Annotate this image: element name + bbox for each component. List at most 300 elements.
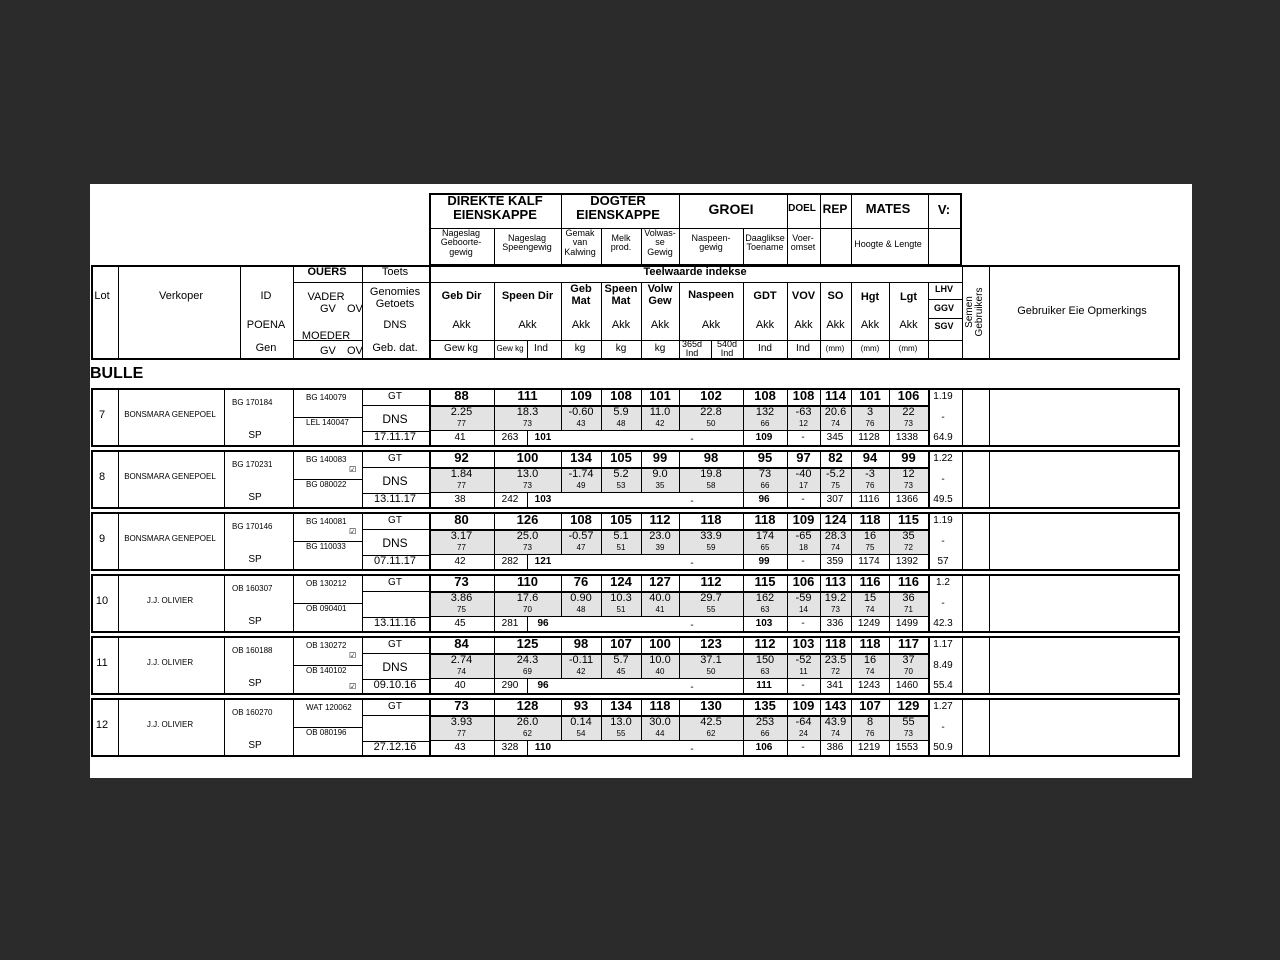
ebv-index: 115 bbox=[898, 512, 919, 527]
column-line bbox=[641, 388, 642, 430]
akk-label: Akk bbox=[611, 319, 631, 331]
ebv-index: 118 bbox=[754, 512, 776, 527]
ebv-index: 118 bbox=[859, 636, 881, 651]
ebv-accuracy: 41 bbox=[655, 605, 665, 614]
column-line bbox=[494, 574, 495, 616]
column-line bbox=[527, 430, 528, 447]
sgv-value: 57 bbox=[937, 556, 949, 567]
ebv-value: 17.6 bbox=[516, 592, 539, 604]
column-line bbox=[561, 698, 562, 740]
lot-number: 11 bbox=[96, 657, 108, 669]
column-line bbox=[429, 698, 431, 757]
ebv-accuracy: 73 bbox=[904, 729, 913, 738]
ebv-value: 3.17 bbox=[450, 530, 473, 542]
unit-label: Ind bbox=[534, 343, 548, 354]
rule-line bbox=[429, 653, 928, 655]
sub-header-melk-prod: Melk prod. bbox=[610, 233, 632, 253]
column-line bbox=[989, 698, 990, 757]
wean-weight-kg: 282 bbox=[501, 556, 519, 567]
column-line bbox=[494, 698, 495, 740]
ebv-accuracy: 74 bbox=[457, 667, 466, 676]
column-line bbox=[679, 698, 680, 740]
ebv-value: 5.2 bbox=[613, 468, 629, 480]
column-line bbox=[889, 554, 890, 571]
birth-weight-kg: 41 bbox=[454, 432, 466, 443]
ebv-accuracy: 66 bbox=[760, 481, 770, 490]
scrotal-value: 359 bbox=[826, 556, 844, 567]
ebv-accuracy: 73 bbox=[523, 481, 532, 490]
column-line bbox=[743, 228, 744, 266]
ebv-value: 150 bbox=[755, 654, 775, 666]
unit-label: Gew kg bbox=[444, 343, 478, 354]
column-line bbox=[527, 554, 528, 571]
column-line bbox=[118, 266, 119, 360]
ebv-value: 33.9 bbox=[700, 530, 722, 542]
ebv-accuracy: 77 bbox=[457, 419, 466, 428]
ebv-accuracy: 43 bbox=[576, 419, 586, 428]
ebv-accuracy: 18 bbox=[799, 543, 808, 552]
ebv-accuracy: 62 bbox=[706, 729, 716, 738]
ebv-index: 93 bbox=[573, 698, 589, 713]
birth-date: 17.11.17 bbox=[373, 431, 417, 443]
ebv-accuracy: 76 bbox=[865, 729, 875, 738]
postwean-value: - bbox=[690, 744, 694, 755]
ebv-value: 3 bbox=[866, 406, 874, 418]
ebv-index: 115 bbox=[754, 574, 776, 589]
ebv-value: 23.0 bbox=[649, 530, 671, 542]
column-line bbox=[889, 388, 890, 430]
column-line bbox=[743, 740, 744, 757]
sub-header-geboortegewig: Nageslag Geboorte- gewig bbox=[440, 228, 482, 257]
column-line bbox=[889, 636, 890, 678]
column-line bbox=[851, 616, 852, 633]
sire-id: OB 130272 bbox=[306, 641, 347, 650]
column-line bbox=[743, 678, 744, 695]
header-genomies-getoets: Genomies Getoets bbox=[369, 286, 421, 310]
column-line bbox=[641, 574, 642, 616]
ebv-value: 0.14 bbox=[570, 716, 592, 728]
postwean-value: - bbox=[690, 682, 694, 693]
column-line bbox=[889, 678, 890, 695]
column-line bbox=[851, 492, 852, 509]
column-line bbox=[224, 450, 225, 509]
column-line bbox=[889, 740, 890, 757]
ebv-index: 98 bbox=[703, 450, 719, 465]
column-line bbox=[962, 266, 963, 360]
ebv-accuracy: 17 bbox=[799, 481, 808, 490]
column-line bbox=[928, 450, 930, 509]
ebv-value: 26.0 bbox=[516, 716, 539, 728]
birth-weight-kg: 42 bbox=[454, 556, 466, 567]
ebv-value: 19.2 bbox=[824, 592, 847, 604]
column-line bbox=[494, 554, 495, 571]
column-line bbox=[820, 492, 821, 509]
ebv-accuracy: 11 bbox=[799, 667, 808, 676]
ebv-index: 135 bbox=[754, 698, 776, 713]
ebv-index: 80 bbox=[454, 512, 469, 527]
column-line bbox=[224, 512, 225, 571]
column-line bbox=[889, 512, 890, 554]
column-line bbox=[851, 678, 852, 695]
adg-index: 96 bbox=[758, 494, 770, 505]
height-mm: 1116 bbox=[858, 494, 880, 505]
ebv-index: 123 bbox=[700, 636, 722, 651]
trait-header-vov: VOV bbox=[791, 290, 816, 302]
sgv-value: 49.5 bbox=[933, 494, 953, 505]
animal-gen: SP bbox=[248, 616, 262, 627]
ebv-index: 88 bbox=[454, 388, 469, 403]
column-line bbox=[889, 698, 890, 740]
ebv-value: 11.0 bbox=[649, 406, 671, 418]
ebv-index: 143 bbox=[824, 698, 847, 713]
column-line bbox=[679, 512, 680, 554]
animal-id: OB 160270 bbox=[232, 708, 273, 717]
column-line bbox=[679, 636, 680, 678]
ebv-accuracy: 70 bbox=[523, 605, 532, 614]
ebv-value: 42.5 bbox=[700, 716, 722, 728]
ebv-value: 13.0 bbox=[516, 468, 539, 480]
ebv-accuracy: 44 bbox=[655, 729, 665, 738]
header-verkoper: Verkoper bbox=[158, 290, 204, 302]
ebv-accuracy: 48 bbox=[576, 605, 586, 614]
ebv-accuracy: 62 bbox=[523, 729, 532, 738]
column-line bbox=[601, 450, 602, 492]
sub-header-volwasse-gewig: Volwas- se Gewig bbox=[644, 228, 676, 257]
header-ggv: GGV bbox=[933, 303, 955, 313]
ebv-accuracy: 65 bbox=[760, 543, 770, 552]
length-mm: 1499 bbox=[895, 618, 919, 629]
column-line bbox=[820, 282, 821, 360]
ebv-index: 126 bbox=[516, 512, 539, 527]
dam-id: BG 080022 bbox=[306, 480, 347, 489]
adg-index: 99 bbox=[758, 556, 770, 567]
trait-header-gdt: GDT bbox=[753, 290, 777, 302]
column-line bbox=[928, 698, 930, 757]
trait-header-speen-dir: Speen Dir bbox=[501, 290, 554, 302]
column-line bbox=[494, 450, 495, 492]
trait-header-lgt: Lgt bbox=[899, 291, 918, 303]
column-line bbox=[561, 574, 562, 616]
column-line bbox=[743, 698, 744, 740]
scrotal-value: 336 bbox=[826, 618, 844, 629]
ebv-value: 0.90 bbox=[570, 592, 592, 604]
sire-gv-check-icon: ☑ bbox=[349, 527, 357, 536]
ebv-accuracy: 75 bbox=[865, 543, 875, 552]
header-moeder-gv: GV bbox=[320, 345, 336, 357]
column-line bbox=[743, 554, 744, 571]
header-sgv: SGV bbox=[934, 321, 954, 331]
sub-header-gemak-van-kalwing: Gemak van Kalwing bbox=[564, 228, 596, 257]
rule-line bbox=[429, 405, 928, 407]
rule-line bbox=[429, 616, 928, 617]
toets-gt: GT bbox=[388, 577, 402, 588]
ebv-value: 3.86 bbox=[450, 592, 473, 604]
ebv-index: 130 bbox=[700, 698, 722, 713]
trait-header-naspeen: Naspeen bbox=[688, 289, 734, 301]
column-line bbox=[494, 282, 495, 360]
column-line bbox=[962, 574, 963, 633]
ebv-value: 20.6 bbox=[824, 406, 847, 418]
column-line bbox=[494, 228, 495, 266]
ebv-value: 162 bbox=[755, 592, 775, 604]
column-line bbox=[962, 698, 963, 757]
adg-index: 109 bbox=[755, 432, 773, 443]
column-line bbox=[293, 266, 294, 360]
length-mm: 1553 bbox=[895, 742, 919, 753]
unit-label: (mm) bbox=[825, 344, 845, 353]
ebv-accuracy: 49 bbox=[576, 481, 586, 490]
column-line bbox=[989, 450, 990, 509]
column-line bbox=[787, 698, 788, 740]
lhv-value: 1.22 bbox=[933, 453, 953, 464]
catalog-sheet bbox=[90, 184, 1192, 778]
ebv-value: 5.7 bbox=[613, 654, 629, 666]
ebv-value: 5.1 bbox=[613, 530, 629, 542]
column-line bbox=[118, 574, 119, 633]
column-line bbox=[820, 678, 821, 695]
ebv-value: 12 bbox=[902, 468, 915, 480]
ebv-value: 5.9 bbox=[613, 406, 629, 418]
rule-line bbox=[928, 318, 962, 319]
adg-index: 111 bbox=[756, 680, 772, 691]
rule-line bbox=[362, 529, 429, 530]
column-line bbox=[820, 616, 821, 633]
seller-name: BONSMARA GENEPOEL bbox=[124, 472, 216, 481]
column-line bbox=[962, 388, 963, 447]
column-line bbox=[224, 388, 225, 447]
ebv-index: 129 bbox=[897, 698, 920, 713]
column-line bbox=[494, 512, 495, 554]
ebv-accuracy: 45 bbox=[616, 667, 626, 676]
ebv-accuracy: 72 bbox=[831, 667, 840, 676]
dam-id: LEL 140047 bbox=[306, 418, 349, 427]
column-line bbox=[527, 740, 528, 757]
ebv-accuracy: 55 bbox=[706, 605, 716, 614]
wean-weight-index: 121 bbox=[534, 556, 552, 567]
akk-label: Akk bbox=[826, 319, 845, 331]
ebv-index: 128 bbox=[516, 698, 539, 713]
trait-header-geb-dir: Geb Dir bbox=[441, 290, 482, 302]
column-line bbox=[429, 388, 431, 447]
sgv-value: 64.9 bbox=[933, 432, 953, 443]
ebv-value: 16 bbox=[863, 654, 877, 666]
column-line bbox=[601, 636, 602, 678]
column-line bbox=[820, 450, 821, 492]
header-teelwaarde-indekse: Teelwaarde indekse bbox=[643, 266, 747, 278]
column-line bbox=[743, 636, 744, 678]
ebv-accuracy: 76 bbox=[865, 419, 875, 428]
ebv-value: 13.0 bbox=[610, 716, 632, 728]
ebv-accuracy: 63 bbox=[760, 605, 770, 614]
sire-id: OB 130212 bbox=[306, 579, 347, 588]
ebv-accuracy: 74 bbox=[831, 419, 840, 428]
ebv-index: 118 bbox=[825, 636, 846, 651]
column-line bbox=[820, 554, 821, 571]
ebv-accuracy: 39 bbox=[655, 543, 665, 552]
column-line bbox=[494, 678, 495, 695]
sire-gv-check-icon: ☑ bbox=[349, 465, 357, 474]
ebv-index: 99 bbox=[652, 450, 668, 465]
ebv-value: 15 bbox=[863, 592, 877, 604]
ebv-accuracy: 76 bbox=[865, 481, 875, 490]
sub-header-hoogte-lengte: Hoogte & Lengte bbox=[854, 239, 922, 249]
ebv-index: 106 bbox=[792, 574, 815, 589]
column-line bbox=[494, 388, 495, 430]
animal-id: OB 160307 bbox=[232, 584, 273, 593]
ebv-value: 253 bbox=[755, 716, 775, 728]
ebv-accuracy: 72 bbox=[904, 543, 913, 552]
ebv-accuracy: 42 bbox=[576, 667, 586, 676]
column-line bbox=[889, 492, 890, 509]
column-line bbox=[743, 574, 744, 616]
lhv-value: 1.19 bbox=[933, 391, 953, 402]
ebv-index: 118 bbox=[649, 698, 671, 713]
height-mm: 1128 bbox=[858, 432, 880, 443]
ebv-index: 116 bbox=[859, 574, 881, 589]
ebv-index: 109 bbox=[792, 698, 815, 713]
ebv-accuracy: 35 bbox=[655, 481, 665, 490]
ebv-index: 117 bbox=[898, 636, 919, 651]
dam-id: OB 080196 bbox=[306, 728, 347, 737]
column-line bbox=[928, 512, 930, 571]
ebv-index: 112 bbox=[754, 636, 776, 651]
ebv-value: -1.74 bbox=[568, 468, 594, 480]
ebv-accuracy: 55 bbox=[616, 729, 626, 738]
postwean-value: - bbox=[690, 620, 694, 631]
ebv-value: -0.11 bbox=[568, 654, 594, 666]
scrotal-value: 307 bbox=[826, 494, 844, 505]
column-line bbox=[494, 740, 495, 757]
column-line bbox=[561, 450, 562, 492]
column-line bbox=[851, 388, 852, 430]
column-line bbox=[889, 430, 890, 447]
column-line bbox=[820, 193, 821, 266]
trait-header-speen-mat: Speen Mat bbox=[604, 283, 638, 307]
ebv-index: 116 bbox=[898, 574, 919, 589]
column-line bbox=[743, 430, 744, 447]
ebv-value: 8 bbox=[866, 716, 874, 728]
column-line bbox=[240, 266, 241, 360]
column-line bbox=[118, 512, 119, 571]
toets-dns: DNS bbox=[382, 536, 408, 550]
ebv-index: 112 bbox=[700, 574, 722, 589]
ggv-value: - bbox=[941, 722, 945, 733]
unit-label: kg bbox=[574, 343, 586, 354]
wean-weight-kg: 242 bbox=[501, 494, 519, 505]
header-dns: DNS bbox=[383, 319, 407, 331]
column-line bbox=[494, 492, 495, 509]
sgv-value: 55.4 bbox=[933, 680, 953, 691]
adg-index: 103 bbox=[755, 618, 773, 629]
column-line bbox=[889, 616, 890, 633]
length-mm: 1338 bbox=[895, 432, 919, 443]
column-line bbox=[787, 740, 788, 757]
column-line bbox=[118, 698, 119, 757]
rule-line bbox=[362, 405, 429, 406]
adg-index: 106 bbox=[755, 742, 773, 753]
column-line bbox=[118, 450, 119, 509]
group-header-groei: GROEI bbox=[708, 201, 754, 217]
unit-label: (mm) bbox=[860, 344, 880, 353]
ebv-value: 29.7 bbox=[700, 592, 722, 604]
wean-weight-index: 103 bbox=[534, 494, 552, 505]
sire-id: BG 140079 bbox=[306, 393, 347, 402]
ggv-value: - bbox=[941, 598, 945, 609]
rule-line bbox=[429, 740, 928, 741]
ebv-value: 43.9 bbox=[824, 716, 847, 728]
ebv-accuracy: 70 bbox=[904, 667, 913, 676]
wean-weight-kg: 328 bbox=[501, 742, 519, 753]
ebv-accuracy: 40 bbox=[655, 667, 665, 676]
column-line bbox=[962, 512, 963, 571]
ebv-value: 132 bbox=[755, 406, 775, 418]
ebv-accuracy: 58 bbox=[706, 481, 716, 490]
ebv-index: 105 bbox=[610, 450, 632, 465]
fcr-value: - bbox=[801, 556, 805, 567]
ebv-index: 113 bbox=[825, 574, 846, 589]
ebv-accuracy: 75 bbox=[457, 605, 466, 614]
seller-name: BONSMARA GENEPOEL bbox=[124, 410, 216, 419]
column-line bbox=[889, 282, 890, 360]
ebv-value: -3 bbox=[865, 468, 875, 480]
animal-id: BG 170146 bbox=[232, 522, 273, 531]
ebv-index: 84 bbox=[454, 636, 469, 651]
column-line bbox=[851, 193, 852, 266]
ebv-accuracy: 12 bbox=[799, 419, 808, 428]
ebv-value: 73 bbox=[758, 468, 772, 480]
ebv-accuracy: 50 bbox=[706, 419, 716, 428]
scrotal-value: 341 bbox=[826, 680, 844, 691]
ebv-index: 76 bbox=[573, 574, 589, 589]
column-line bbox=[679, 574, 680, 616]
ebv-index: 118 bbox=[859, 512, 881, 527]
rule-line bbox=[429, 591, 928, 593]
trait-header-hgt: Hgt bbox=[860, 291, 880, 303]
ebv-accuracy: 59 bbox=[706, 543, 716, 552]
rule-line bbox=[362, 653, 429, 654]
group-header-v: V: bbox=[937, 202, 951, 217]
ebv-index: 73 bbox=[454, 574, 469, 589]
ebv-value: -0.60 bbox=[568, 406, 594, 418]
ebv-accuracy: 73 bbox=[831, 605, 840, 614]
column-line bbox=[787, 554, 788, 571]
column-line bbox=[362, 574, 363, 633]
ebv-accuracy: 73 bbox=[523, 419, 532, 428]
akk-label: Akk bbox=[701, 319, 721, 331]
toets-dns: DNS bbox=[382, 660, 408, 674]
seller-name: J.J. OLIVIER bbox=[146, 658, 194, 667]
lot-number: 7 bbox=[98, 409, 106, 421]
ggv-value: - bbox=[941, 412, 945, 423]
ebv-accuracy: 71 bbox=[904, 605, 913, 614]
unit-label: kg bbox=[615, 343, 627, 354]
ebv-index: 134 bbox=[610, 698, 632, 713]
header-gebruiker-eie-opmerkings: Gebruiker Eie Opmerkings bbox=[1017, 305, 1147, 317]
header-ouers: OUERS bbox=[307, 266, 347, 278]
toets-gt: GT bbox=[388, 639, 402, 650]
animal-id: BG 170184 bbox=[232, 398, 273, 407]
column-line bbox=[851, 554, 852, 571]
column-line bbox=[743, 492, 744, 509]
lot-number: 10 bbox=[95, 595, 109, 607]
column-line bbox=[989, 388, 990, 447]
ebv-value: 37 bbox=[902, 654, 915, 666]
fcr-value: - bbox=[801, 680, 805, 691]
wean-weight-kg: 281 bbox=[501, 618, 519, 629]
column-line bbox=[679, 450, 680, 492]
ebv-value: 24.3 bbox=[516, 654, 539, 666]
unit-label: Gew kg bbox=[496, 344, 524, 353]
